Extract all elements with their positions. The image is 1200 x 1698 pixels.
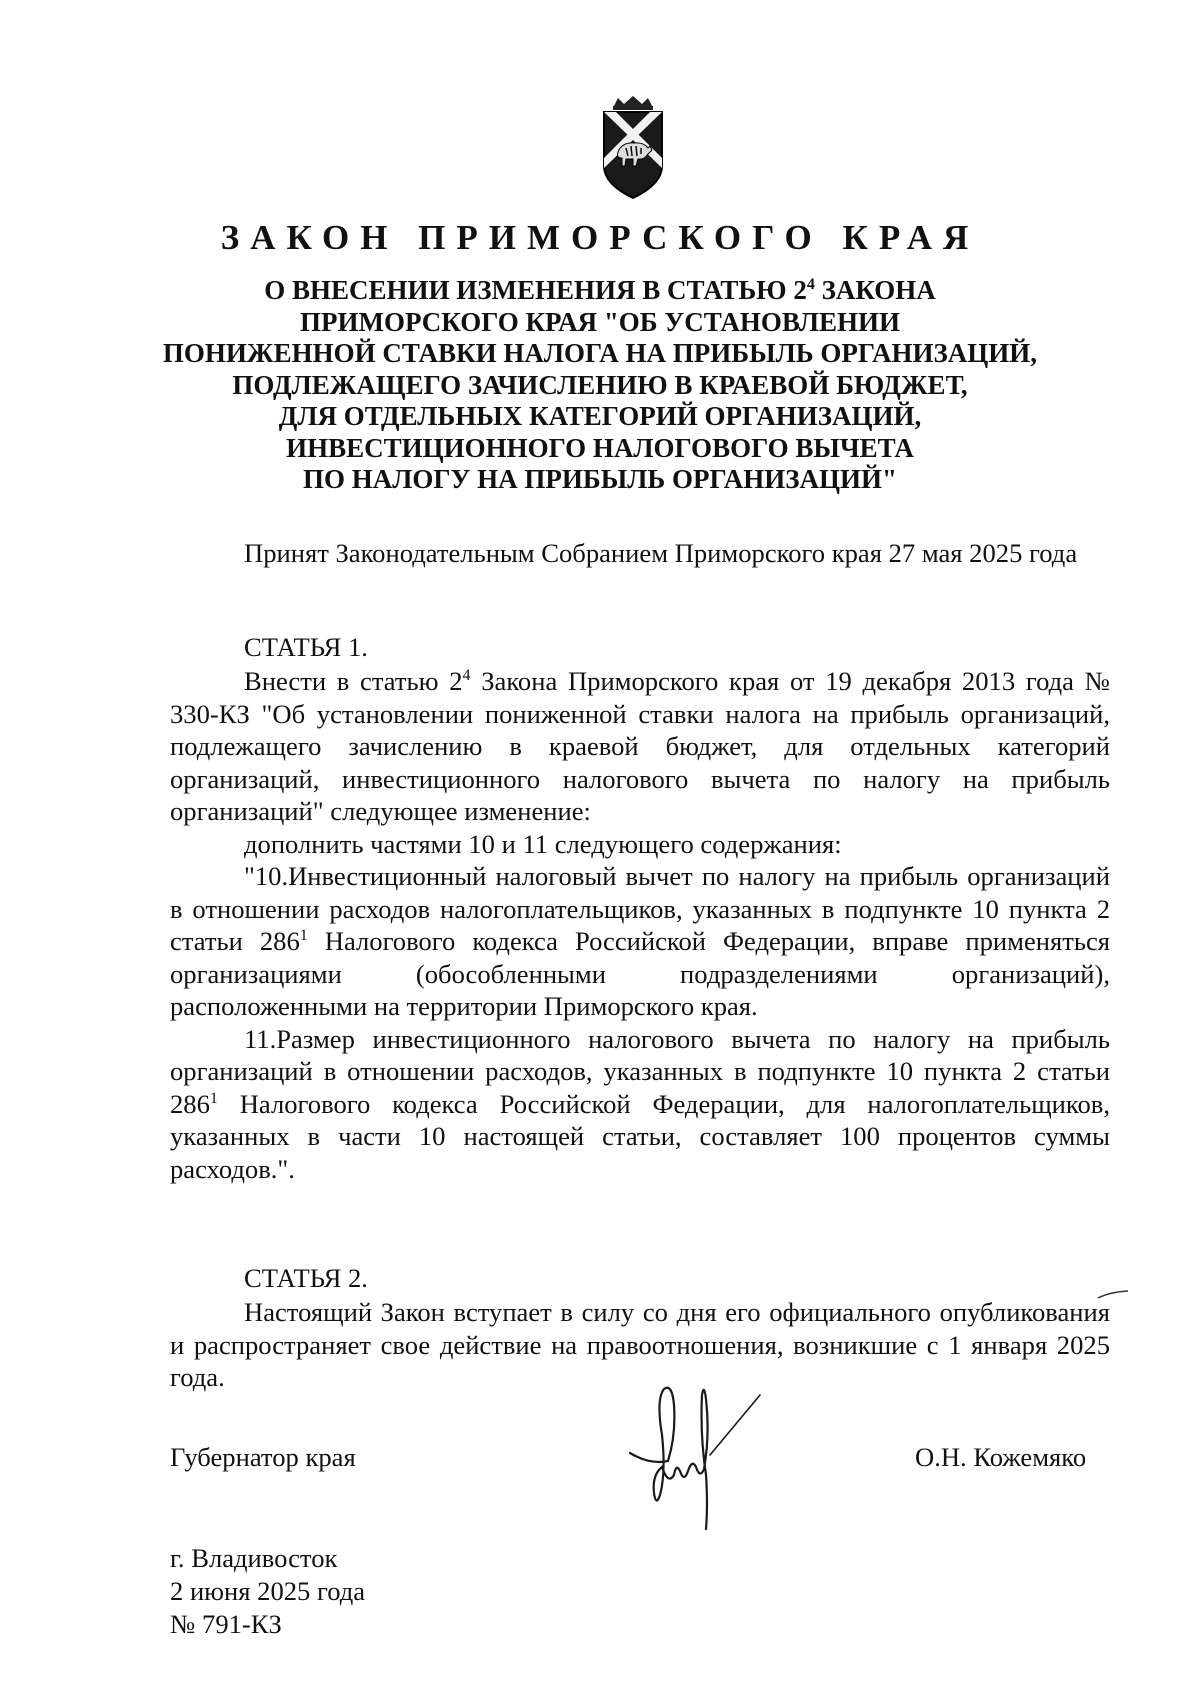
primorsky-coat-of-arms-icon xyxy=(600,96,666,200)
adoption-statement: Принят Законодательным Собранием Приморского края 27 мая 2025 года xyxy=(244,538,1078,568)
subtitle-line-3: ПОНИЖЕННОЙ СТАВКИ НАЛОГА НА ПРИБЫЛЬ ОРГАНИЗАЦИЙ, xyxy=(162,338,1038,368)
subtitle-line-5: ДЛЯ ОТДЕЛЬНЫХ КАТЕГОРИЙ ОРГАНИЗАЦИЙ, xyxy=(278,401,922,431)
governor-title: Губернатор края xyxy=(170,1442,356,1472)
article-1-body xyxy=(170,665,1110,1185)
subtitle-line-1: О ВНЕСЕНИИ ИЗМЕНЕНИЯ В СТАТЬЮ $2^4$ ЗАКОНА xyxy=(264,275,936,305)
subtitle-line-2: ПРИМОРСКОГО КРАЯ "ОБ УСТАНОВЛЕНИИ xyxy=(299,306,900,337)
article-1-part-10: "10.Инвестиционный налоговый вычет по налогу на прибыль организаций в отношении расходов налогоплательщиков, указанных в подпункте 10 пункта 2 статьи $286^1$ Налогового кодекса Российской Федерации, вправе применяться организациями (обособленными подразделениями организаций), расположенными на территории Приморского края. xyxy=(170,861,1110,1021)
pen-mark xyxy=(1096,1288,1130,1300)
governor-signature xyxy=(610,1375,790,1535)
article-2-heading: СТАТЬЯ 2. xyxy=(244,1263,368,1293)
article-1-amendment: дополнить частями 10 и 11 следующего содержания: xyxy=(244,828,842,859)
article-1-part-11: 11.Размер инвестиционного налогового вычета по налогу на прибыль организаций в отношении расходов, указанных в подпункте 10 пункта 2 статьи $286^1$ Налогового кодекса Российской Федерации, для налогоплательщиков, указанных в части 10 настоящей статьи, составляет 100 процентов суммы расходов.". xyxy=(170,1023,1110,1184)
article-2-body: Настоящий Закон вступает в силу со дня его официального опубликования и распространяет свое действие на правоотношения, возникшие с 1 января 2025 года. xyxy=(170,1297,1110,1392)
law-subtitle xyxy=(100,275,1100,496)
law-title: ЗАКОН ПРИМОРСКОГО КРАЯ xyxy=(220,218,980,257)
sign-date: 2 июня 2025 года xyxy=(170,1576,366,1606)
city: г. Владивосток xyxy=(170,1543,338,1573)
place-date-block xyxy=(170,1542,365,1641)
article-1-heading: СТАТЬЯ 1. xyxy=(244,632,368,662)
subtitle-line-7: ПО НАЛОГУ НА ПРИБЫЛЬ ОРГАНИЗАЦИЙ" xyxy=(303,464,897,494)
governor-name: О.Н. Кожемяко xyxy=(915,1442,1087,1472)
subtitle-line-6: ИНВЕСТИЦИОННОГО НАЛОГОВОГО ВЫЧЕТА xyxy=(286,432,914,463)
law-number: № 791-КЗ xyxy=(170,1609,282,1639)
subtitle-line-4: ПОДЛЕЖАЩЕГО ЗАЧИСЛЕНИЮ В КРАЕВОЙ БЮДЖЕТ, xyxy=(232,369,968,400)
article-1-intro: Внести в статью $2^4$ Закона Приморского края от 19 декабря 2013 года № 330-КЗ "Об установлении пониженной ставки налога на прибыль организаций, подлежащего зачислению в краевой бюджет, для отдельных категорий организаций, инвестиционного налогового вычета по налогу на прибыль организаций" следующее изменение: xyxy=(170,666,1110,826)
